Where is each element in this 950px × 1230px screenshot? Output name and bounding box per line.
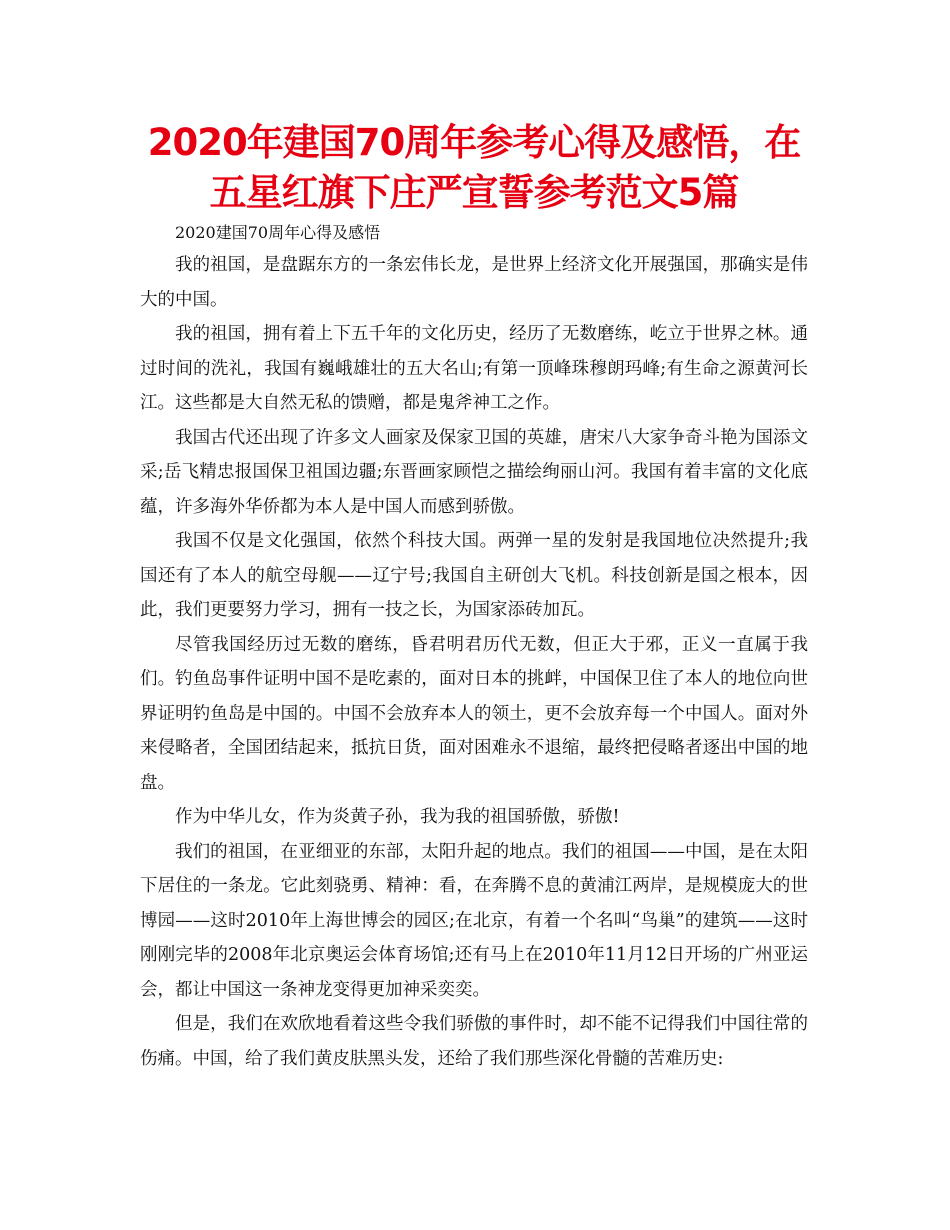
section-subtitle: 2020建国70周年心得及感悟 [175, 223, 381, 242]
document-body [140, 218, 808, 1076]
paragraph: 我的祖国，是盘踞东方的一条宏伟长龙，是世界上经济文化开展强国，那确实是伟大的中国。 [140, 255, 808, 310]
paragraph: 我的祖国，拥有着上下五千年的文化历史，经历了无数磨练，屹立于世界之林。通过时间的洗礼，我国有巍峨雄壮的五大名山;有第一顶峰珠穆朗玛峰;有生命之源黄河长江。这些都是大自然无私的馈赠，都是鬼斧神工之作。 [140, 324, 808, 413]
paragraph: 尽管我国经历过无数的磨练，昏君明君历代无数，但正大于邪，正义一直属于我们。钓鱼岛事件证明中国不是吃素的，面对日本的挑衅，中国保卫住了本人的地位向世界证明钓鱼岛是中国的。中国不会放弃本人的领土，更不会放弃每一个中国人。面对外来侵略者，全国团结起来，抵抗日货，面对困难永不退缩，最终把侵略者逐出中国的地盘。 [140, 634, 808, 793]
title-line-1: 2020年建国70周年参考心得及感悟，在 [147, 121, 801, 164]
document-title [140, 118, 808, 218]
paragraph: 我们的祖国，在亚细亚的东部，太阳升起的地点。我们的祖国——中国，是在太阳下居住的一条龙。它此刻骁勇、精神：看，在奔腾不息的黄浦江两岸，是规模庞大的世博园——这时2010年上海世博会的园区;在北京，有着一个名叫“鸟巢”的建筑——这时刚刚完毕的2008年北京奥运会体育场馆;还有马上在2010年11月12日开场的广州亚运会，都让中国这一条神龙变得更加神采奕奕。 [140, 841, 808, 1000]
paragraph: 我国不仅是文化强国，依然个科技大国。两弹一星的发射是我国地位决然提升;我国还有了本人的航空母舰——辽宁号;我国自主研创大飞机。科技创新是国之根本，因此，我们更要努力学习，拥有一技之长，为国家添砖加瓦。 [140, 531, 808, 620]
title-line-2: 五星红旗下庄严宣誓参考范文5篇 [209, 171, 739, 214]
paragraph: 作为中华儿女，作为炎黄子孙，我为我的祖国骄傲，骄傲! [175, 807, 620, 827]
paragraph: 我国古代还出现了许多文人画家及保家卫国的英雄，唐宋八大家争奇斗艳为国添文采;岳飞精忠报国保卫祖国边疆;东晋画家顾恺之描绘绚丽山河。我国有着丰富的文化底蕴，许多海外华侨都为本人是中国人而感到骄傲。 [140, 427, 808, 517]
paragraph: 但是，我们在欢欣地看着这些令我们骄傲的事件时，却不能不记得我们中国往常的伤痛。中国，给了我们黄皮肤黑头发，还给了我们那些深化骨髓的苦难历史: [140, 1014, 808, 1069]
